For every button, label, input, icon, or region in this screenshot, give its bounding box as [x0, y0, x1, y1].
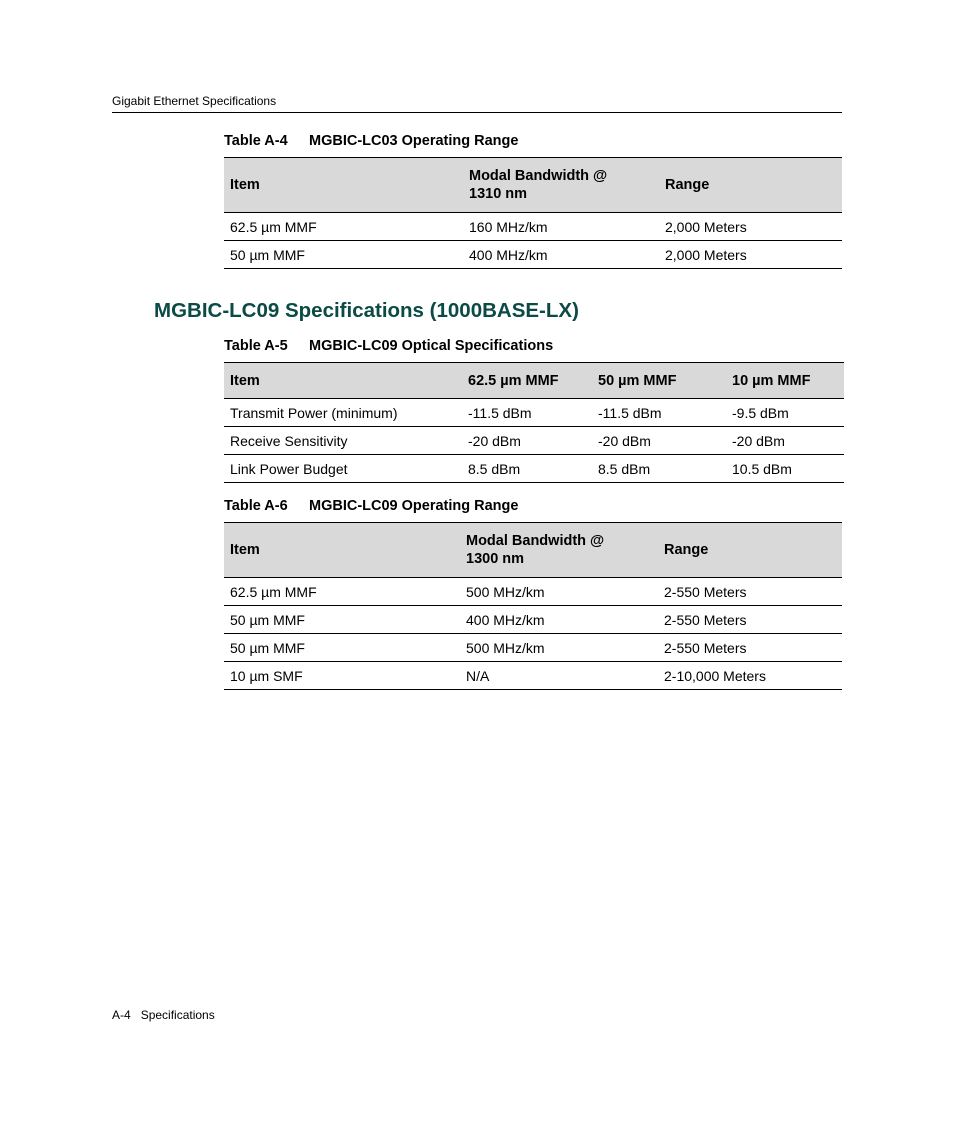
table-a5-title: MGBIC-LC09 Optical Specifications — [309, 338, 554, 354]
table-cell: 500 MHz/km — [460, 578, 658, 606]
table-a6 — [224, 522, 842, 690]
table-row — [224, 455, 844, 483]
table-cell: 50 µm MMF — [224, 241, 463, 269]
table-a5-number: Table A-5 — [224, 338, 288, 354]
table-cell: -11.5 dBm — [592, 399, 726, 427]
table-cell: 400 MHz/km — [460, 606, 658, 634]
table-a6-header-bandwidth: Modal Bandwidth @ 1300 nm — [460, 523, 658, 578]
table-cell: 8.5 dBm — [462, 455, 592, 483]
table-a5 — [224, 362, 844, 483]
table-cell: 8.5 dBm — [592, 455, 726, 483]
table-cell: -9.5 dBm — [726, 399, 844, 427]
page-number: A-4 — [112, 1008, 131, 1022]
table-a5-header-row — [224, 363, 844, 399]
table-cell: -20 dBm — [592, 427, 726, 455]
table-a4 — [224, 157, 842, 269]
table-cell: 62.5 µm MMF — [224, 213, 463, 241]
table-a6-number: Table A-6 — [224, 498, 288, 514]
section-title: MGBIC-LC09 Specifications (1000BASE-LX) — [154, 299, 579, 322]
table-row — [224, 634, 842, 662]
table-a4-number: Table A-4 — [224, 133, 288, 149]
table-cell: 2-550 Meters — [658, 606, 842, 634]
table-cell: 2-550 Meters — [658, 634, 842, 662]
table-cell: 62.5 µm MMF — [224, 578, 460, 606]
table-cell: -20 dBm — [462, 427, 592, 455]
table-a6-header-row — [224, 523, 842, 578]
table-cell: -20 dBm — [726, 427, 844, 455]
table-cell: 400 MHz/km — [463, 241, 659, 269]
table-row — [224, 241, 842, 269]
table-cell: 2,000 Meters — [659, 213, 842, 241]
table-a4-title: MGBIC-LC03 Operating Range — [309, 133, 519, 149]
table-cell: 10 µm SMF — [224, 662, 460, 690]
running-header: Gigabit Ethernet Specifications — [112, 94, 842, 113]
table-row — [224, 606, 842, 634]
table-cell: 500 MHz/km — [460, 634, 658, 662]
table-a5-header-item: Item — [224, 363, 462, 399]
table-row — [224, 578, 842, 606]
table-a4-caption — [224, 132, 518, 150]
table-a6-caption — [224, 497, 518, 515]
table-cell: 2-10,000 Meters — [658, 662, 842, 690]
table-cell: 160 MHz/km — [463, 213, 659, 241]
table-cell: -11.5 dBm — [462, 399, 592, 427]
table-a5-header-50-mmf: 50 µm MMF — [592, 363, 726, 399]
table-cell: 2-550 Meters — [658, 578, 842, 606]
table-a4-header-row — [224, 158, 842, 213]
table-cell: 50 µm MMF — [224, 634, 460, 662]
table-row — [224, 399, 844, 427]
table-a6-header-item: Item — [224, 523, 460, 578]
table-row — [224, 427, 844, 455]
table-a5-header-62-mmf: 62.5 µm MMF — [462, 363, 592, 399]
table-cell: Link Power Budget — [224, 455, 462, 483]
table-a5-caption — [224, 337, 553, 355]
table-a4-header-bandwidth: Modal Bandwidth @ 1310 nm — [463, 158, 659, 213]
table-a6-title: MGBIC-LC09 Operating Range — [309, 498, 519, 514]
footer-chapter: Specifications — [140, 1008, 215, 1022]
table-cell: 50 µm MMF — [224, 606, 460, 634]
table-cell: N/A — [460, 662, 658, 690]
table-a5-header-10-mmf: 10 µm MMF — [726, 363, 844, 399]
table-a4-header-range: Range — [659, 158, 842, 213]
table-a4-header-item: Item — [224, 158, 463, 213]
table-cell: 2,000 Meters — [659, 241, 842, 269]
page-footer — [112, 1008, 215, 1022]
table-cell: 10.5 dBm — [726, 455, 844, 483]
table-a6-header-range: Range — [658, 523, 842, 578]
table-cell: Transmit Power (minimum) — [224, 399, 462, 427]
table-row — [224, 213, 842, 241]
table-row — [224, 662, 842, 690]
table-cell: Receive Sensitivity — [224, 427, 462, 455]
